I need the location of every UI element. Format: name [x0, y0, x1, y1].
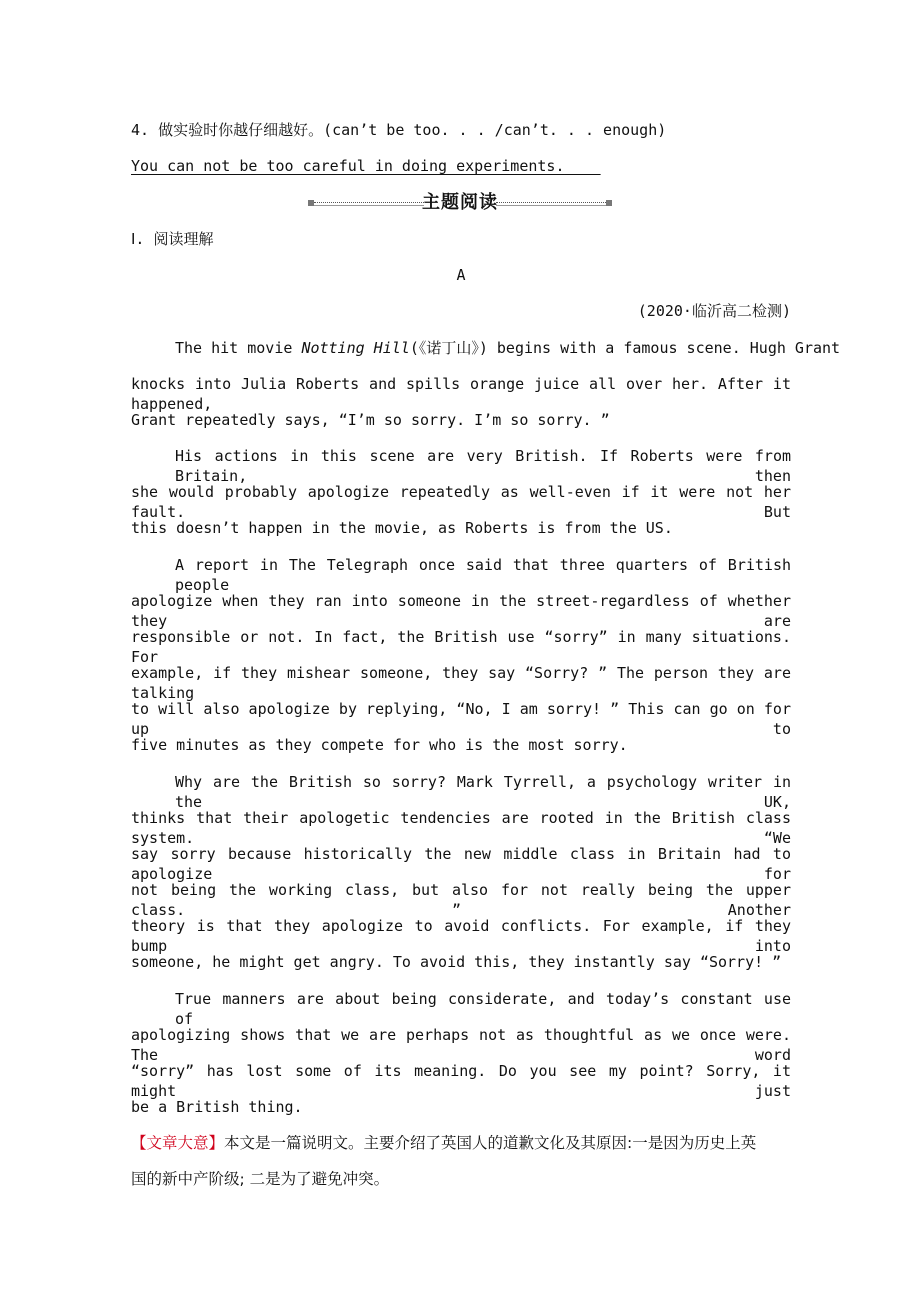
p3-line-6: five minutes as they compete for who is the most sorry. [131, 736, 628, 754]
p3-line-4: example, if they mishear someone, they say “Sorry? ” The person they are talking [131, 664, 791, 702]
answer-text: You can not be too careful in doing experiments. [131, 157, 565, 175]
p1-line-2: knocks into Julia Roberts and spills orange juice all over her. After it happened, [131, 375, 791, 413]
p4-line-4: not being the working class, but also for not really being the upper class. ” Another [131, 881, 791, 919]
part-heading: Ⅰ. 阅读理解 [131, 230, 214, 248]
passage-source: (2020·临沂高二检测) [637, 302, 791, 320]
movie-title: Notting Hill [301, 339, 410, 357]
p3-line-1: A report in The Telegraph once said that three quarters of British people [175, 556, 791, 594]
p4-line-2: thinks that their apologetic tendencies are rooted in the British class system. “We [131, 809, 791, 847]
question-4-answer [131, 156, 791, 176]
banner-right-ornament [606, 200, 612, 206]
summary-line-2: 国的新中产阶级; 二是为了避免冲突。 [131, 1170, 390, 1188]
section-title: 主题阅读 [422, 192, 498, 213]
p3-line-2: apologize when they ran into someone in the street-regardless of whether they are [131, 592, 791, 630]
passage-label: A [456, 266, 466, 284]
summary-line-1: 【文章大意】本文是一篇说明文。主要介绍了英国人的道歉文化及其原因:一是因为历史上英 [131, 1134, 757, 1152]
answer-blank [564, 157, 600, 175]
section-title-banner [308, 190, 612, 216]
p2-line-3: this doesn’t happen in the movie, as Roberts is from the US. [131, 519, 673, 537]
p4-line-3: say sorry because historically the new middle class in Britain had to apologize for [131, 845, 791, 883]
summary-label: 【文章大意】 [131, 1134, 225, 1152]
banner-right-rule [496, 202, 606, 206]
p5-line-1: True manners are about being considerate, and today’s constant use of [175, 990, 791, 1028]
p5-line-3: “sorry” has lost some of its meaning. Do you see my point? Sorry, it might just [131, 1062, 791, 1100]
p4-line-6: someone, he might get angry. To avoid this, they instantly say “Sorry! ” [131, 953, 782, 971]
p3-line-3: responsible or not. In fact, the British use “sorry” in many situations. For [131, 628, 791, 666]
p2-line-2: she would probably apologize repeatedly as well-even if it were not her fault. But [131, 483, 791, 521]
p4-line-1: Why are the British so sorry? Mark Tyrrell, a psychology writer in the UK, [175, 773, 791, 811]
p3-line-5: to will also apologize by replying, “No, I am sorry! ” This can go on for up to [131, 700, 791, 738]
p4-line-5: theory is that they apologize to avoid conflicts. For example, if they bump into [131, 917, 791, 955]
p1-line-1: The hit movie Notting Hill(《诺丁山》) begins with a famous scene. Hugh Grant [175, 339, 841, 357]
p5-line-2: apologizing shows that we are perhaps not as thoughtful as we once were. The word [131, 1026, 791, 1064]
p2-line-1: His actions in this scene are very British. If Roberts were from Britain, then [175, 447, 791, 485]
question-4-prompt: 4. 做实验时你越仔细越好。(can’t be too. . . /can’t. . . enough) [131, 121, 667, 139]
p5-line-4: be a British thing. [131, 1098, 303, 1116]
p1-line-3: Grant repeatedly says, “I’m so sorry. I’m so sorry. ” [131, 411, 610, 429]
